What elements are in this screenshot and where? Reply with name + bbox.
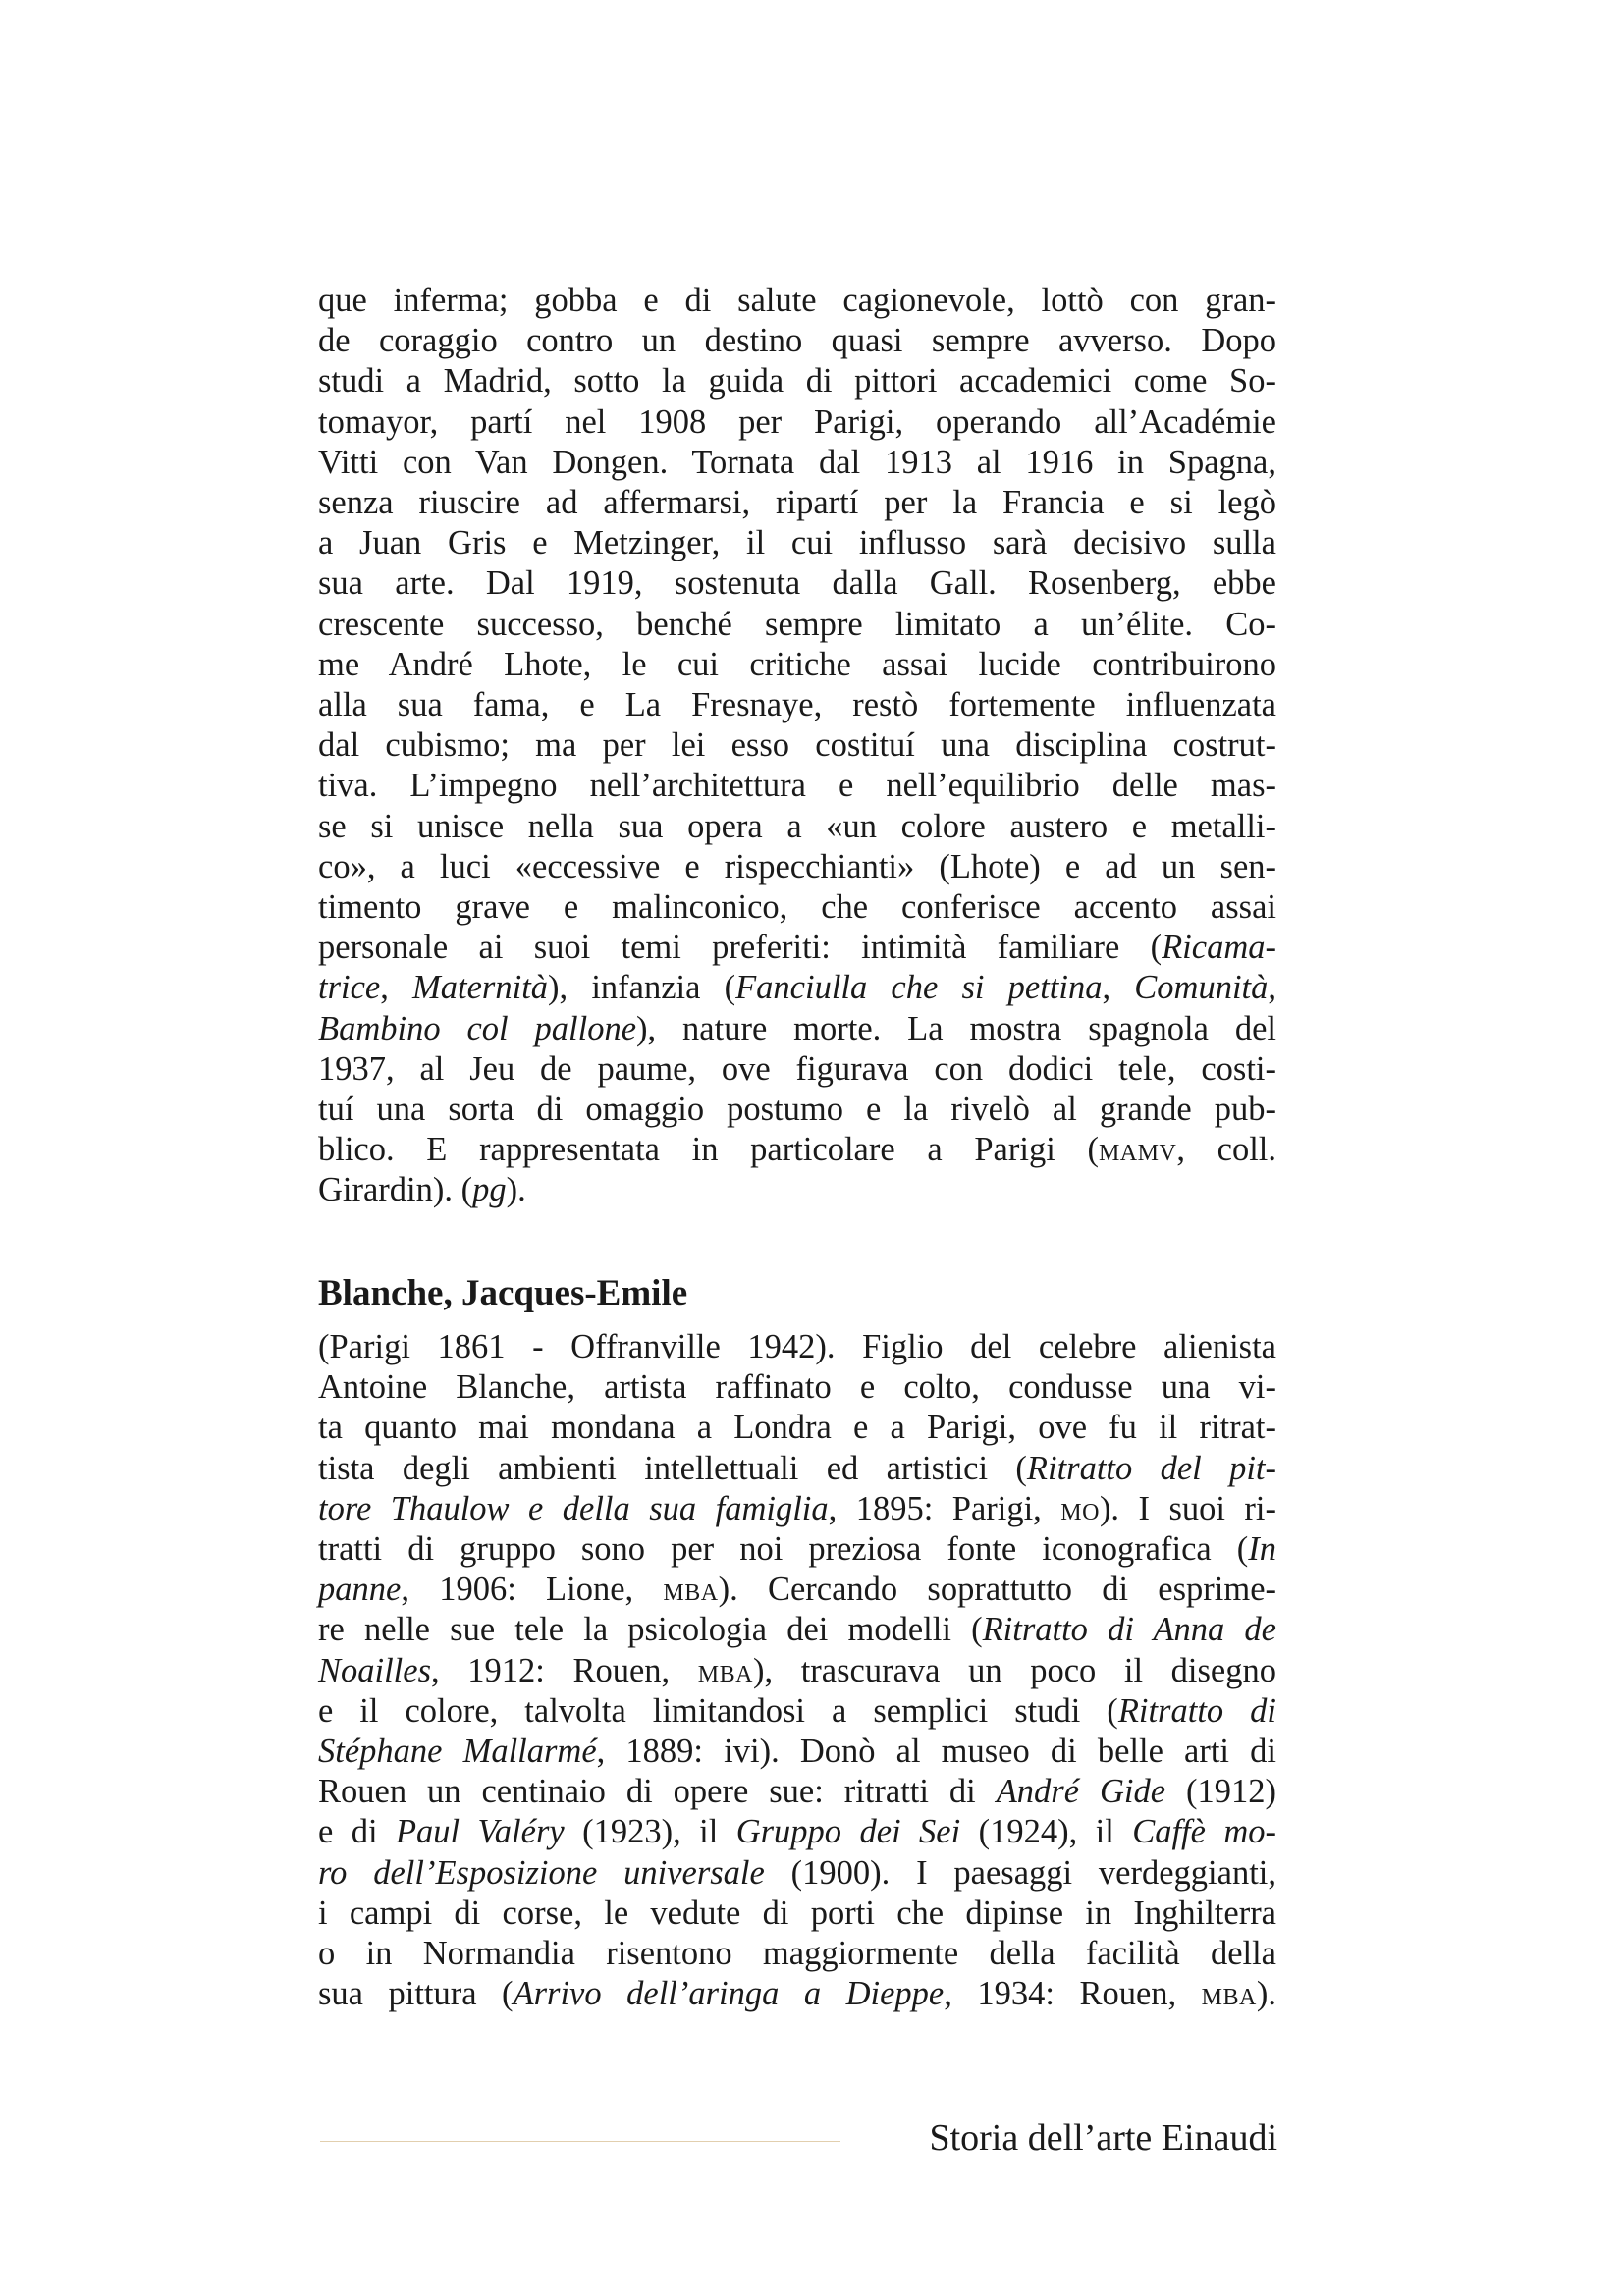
text-run: re nelle sue tele la psicologia dei modelli (: [318, 1611, 983, 1649]
text-run: , 1895: Parigi,: [828, 1489, 1061, 1527]
text-line: [318, 1974, 1276, 2014]
text-run: blico. E rappresentata in particolare a Parigi (: [318, 1131, 1099, 1169]
text-run: ).: [1256, 1975, 1276, 2013]
text-run: , 1889: ivi). Donò al museo di belle arti di: [596, 1733, 1276, 1771]
text-line: que inferma; gobba e di salute cagionevole, lottò con gran-: [318, 282, 1276, 319]
entry-body-text: [318, 1327, 1276, 2014]
artwork-title: Stéphane Mallarmé: [318, 1733, 597, 1771]
artwork-title: Arrivo dell’aringa a Dieppe: [513, 1975, 945, 2013]
text-run: (1912): [1165, 1773, 1276, 1811]
text-line: o in Normandia risentono maggiormente della facilità della: [318, 1935, 1276, 1973]
artwork-title: Bambino col pallone: [318, 1009, 637, 1047]
text-line: tomayor, partí nel 1908 per Parigi, operando all’Académie: [318, 402, 1276, 441]
text-run: , 1912: Rouen,: [431, 1651, 698, 1689]
artwork-title: Comunità: [1134, 969, 1269, 1007]
text-line: sua arte. Dal 1919, sostenuta dalla Gall. Rosenberg, ebbe: [318, 564, 1276, 603]
museum-abbreviation: mba: [1201, 1975, 1257, 2013]
artwork-title: ro dell’Esposizione universale: [318, 1853, 765, 1892]
entry-continuation-text: [318, 281, 1276, 1211]
text-line: studi a Madrid, sotto la guida di pittori accademici come So-: [318, 362, 1276, 400]
text-run: ). I suoi ri-: [1099, 1489, 1276, 1527]
museum-abbreviation: mba: [697, 1651, 753, 1689]
text-line: dal cubismo; ma per lei esso costituí una disciplina costrut-: [318, 726, 1276, 765]
artwork-title: André Gide: [996, 1773, 1166, 1811]
text-line: [318, 1489, 1276, 1529]
text-run: (1900). I paesaggi verdeggianti,: [764, 1853, 1276, 1892]
text-line: senza riuscire ad affermarsi, ripartí per la Francia e si legò: [318, 484, 1276, 522]
text-line: [318, 1449, 1276, 1489]
text-line: [318, 968, 1276, 1008]
text-line: timento grave e malinconico, che conferisce accento assai: [318, 888, 1276, 927]
text-line: tuí una sorta di omaggio postumo e la rivelò al grande pub-: [318, 1091, 1276, 1129]
text-line: (Parigi 1861 - Offranville 1942). Figlio del celebre alienista: [318, 1328, 1276, 1365]
text-run: ,: [1102, 969, 1135, 1007]
artwork-title: Fanciulla che si pettina: [735, 969, 1103, 1007]
text-line: [318, 1009, 1276, 1049]
text-run: ).: [506, 1171, 526, 1209]
text-run: ), trascurava un poco il disegno: [752, 1651, 1276, 1689]
text-line: [318, 1610, 1276, 1650]
text-run: ,: [380, 969, 413, 1007]
artwork-title: Ricama-: [1162, 929, 1276, 967]
text-line: [318, 1570, 1276, 1610]
text-line: [318, 1170, 1276, 1210]
artwork-title: panne: [318, 1571, 402, 1609]
museum-abbreviation: mamv: [1098, 1131, 1177, 1169]
text-line: tiva. L’impegno nell’architettura e nell’equilibrio delle mas-: [318, 767, 1276, 805]
text-run: , 1906: Lione,: [401, 1571, 664, 1609]
text-run: , coll.: [1176, 1131, 1276, 1169]
text-line: [318, 1812, 1276, 1852]
artwork-title: Caffè mo-: [1132, 1813, 1277, 1851]
text-run: (1923), il: [564, 1813, 736, 1851]
text-line: Antoine Blanche, artista raffinato e colto, condusse una vi-: [318, 1368, 1276, 1407]
text-run: personale ai suoi temi preferiti: intimità familiare (: [318, 929, 1163, 967]
text-line: de coraggio contro un destino quasi sempre avverso. Dopo: [318, 322, 1276, 360]
text-line: crescente successo, benché sempre limitato a un’élite. Co-: [318, 605, 1276, 643]
text-line: [318, 928, 1276, 968]
text-line: me André Lhote, le cui critiche assai lucide contribuirono: [318, 645, 1276, 683]
entry-heading: Blanche, Jacques-Emile: [318, 1273, 688, 1313]
text-run: ,: [1268, 969, 1277, 1007]
text-line: ta quanto mai mondana a Londra e a Parigi, ove fu il ritrat-: [318, 1409, 1276, 1447]
text-run: , 1934: Rouen,: [944, 1975, 1202, 2013]
text-run: tratti di gruppo sono per noi preziosa fonte iconografica (: [318, 1530, 1249, 1569]
text-line: [318, 1130, 1276, 1170]
author-initials: pg: [472, 1171, 507, 1209]
artwork-title: In: [1248, 1530, 1276, 1569]
artwork-title: Paul Valéry: [395, 1813, 565, 1851]
museum-abbreviation: mba: [663, 1571, 719, 1609]
text-run: e il colore, talvolta limitandosi a semplici studi (: [318, 1691, 1118, 1730]
artwork-title: tore Thaulow e della sua famiglia: [318, 1489, 829, 1527]
artwork-title: Ritratto del pit-: [1026, 1449, 1276, 1487]
artwork-title: trice: [318, 969, 381, 1007]
artwork-title: Gruppo dei Sei: [735, 1813, 961, 1851]
text-line: [318, 1651, 1276, 1691]
text-run: sua pittura (: [318, 1975, 514, 2013]
text-line: [318, 1732, 1276, 1772]
text-run: Rouen un centinaio di opere sue: ritratti di: [318, 1773, 997, 1811]
text-run: Girardin). (: [318, 1171, 473, 1209]
footer-divider: [320, 2141, 840, 2142]
text-line: alla sua fama, e La Fresnaye, restò fortemente influenzata: [318, 686, 1276, 724]
museum-abbreviation: mo: [1060, 1489, 1100, 1527]
text-line: Vitti con Van Dongen. Tornata dal 1913 al 1916 in Spagna,: [318, 443, 1276, 481]
text-run: (1924), il: [960, 1813, 1133, 1851]
text-line: se si unisce nella sua opera a «un colore austero e metalli-: [318, 807, 1276, 845]
text-run: tista degli ambienti intellettuali ed artistici (: [318, 1449, 1027, 1487]
text-run: e di: [318, 1813, 396, 1851]
text-run: ), nature morte. La mostra spagnola del: [636, 1009, 1276, 1047]
artwork-title: Ritratto di Anna de: [982, 1611, 1276, 1649]
text-line: [318, 1853, 1276, 1894]
text-line: 1937, al Jeu de paume, ove figurava con dodici tele, costi-: [318, 1049, 1276, 1088]
artwork-title: Ritratto di: [1117, 1691, 1276, 1730]
text-line: [318, 1529, 1276, 1570]
text-line: [318, 1772, 1276, 1812]
artwork-title: Maternità: [412, 969, 549, 1007]
text-run: ). Cercando soprattutto di esprime-: [718, 1571, 1277, 1609]
artwork-title: Noailles: [318, 1651, 432, 1689]
text-line: co», a luci «eccessive e rispecchianti» (Lhote) e ad un sen-: [318, 847, 1276, 885]
footer-publication-title: Storia dell’arte Einaudi: [929, 2117, 1277, 2159]
text-line: a Juan Gris e Metzinger, il cui influsso sarà decisivo sulla: [318, 524, 1276, 562]
text-line: [318, 1691, 1276, 1732]
text-line: i campi di corse, le vedute di porti che dipinse in Inghilterra: [318, 1894, 1276, 1932]
text-run: ), infanzia (: [548, 969, 736, 1007]
